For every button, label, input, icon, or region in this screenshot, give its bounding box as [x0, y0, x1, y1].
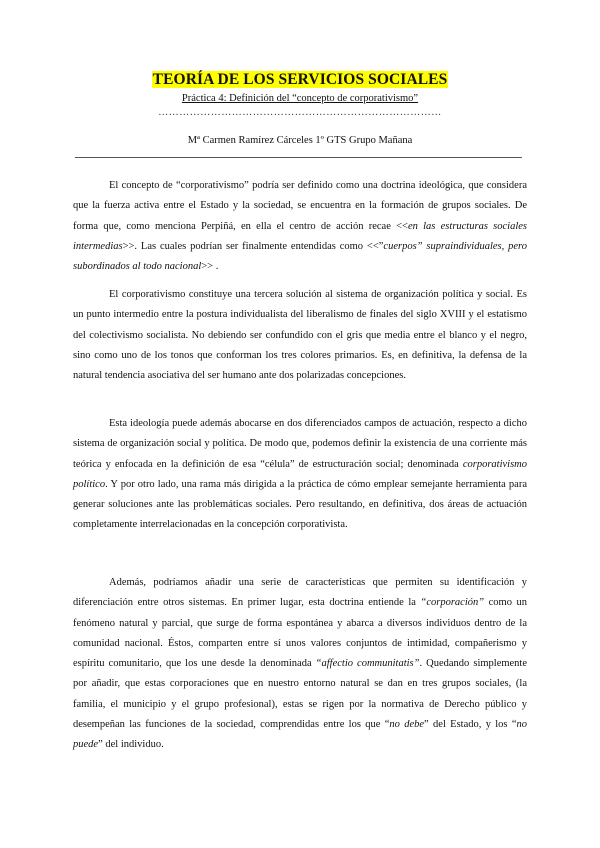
- paragraph-4-text-5: ” del individuo.: [98, 739, 164, 751]
- title-text: TEORÍA DE LOS SERVICIOS SOCIALES: [152, 71, 448, 88]
- dotted-separator: ………………………………………………………………………: [158, 107, 442, 118]
- paragraph-2: [73, 285, 527, 386]
- paragraph-1-text: El concepto de “corporativismo” podría ser definido como una doctrina ideológica, que considera que la fuerza activa entre el Estado y la sociedad, se encuentra en la formación de grupos sociales. De forma que, como menciona Perpiñá, en ella el centro de acción recae <<: [73, 180, 527, 232]
- paragraph-4-text-2: como un fenómeno natural y parcial, que surge de forma espontánea y abarca a diversos individuos dentro de la comunidad nacional. Éstos, comparten entre sí unos valores conjuntos de intimidad, compañerismo y espíritu comunitario, que los une desde la denominada: [73, 597, 528, 670]
- horizontal-rule: [75, 157, 522, 158]
- paragraph-1-text-3: >> .: [201, 261, 219, 273]
- paragraph-2-text: El corporativismo constituye una tercera solución al sistema de organización política y social. Es un punto intermedio entre la postura individualista del liberalismo de finales del siglo XVIII y el estatismo del colectivismo socialista. No debiendo ser confundido con el gris que media entre el blanco y el negro, sino como uno de los tonos que conforman los tres colores primarios. Es, en definitiva, la defensa de la natural tendencia asociativa del ser humano ante dos polarizadas concepciones.: [73, 289, 527, 382]
- paragraph-4-text-3: . Quedando simplemente por añadir, que estas corporaciones que en nuestro entorno natural se dan en tres grupos sociales, (la familia, el municipio y el grupo profesional), estas se rigen por la normativa de Derecho público y desempeñan las funciones de la sociedad, comprendidas entre los que “: [73, 658, 528, 731]
- document-subtitle: Práctica 4: Definición del “concepto de corporativismo”: [181, 93, 419, 104]
- paragraph-4-term-corporacion: “corporación”: [420, 597, 485, 609]
- paragraph-4-term-no-puede: no puede: [73, 719, 528, 751]
- paragraph-3-term: corporativismo político: [73, 458, 527, 490]
- paragraph-3-text: Esta ideología puede además abocarse en dos diferenciados campos de actuación, respecto a dicho sistema de organización social y política. De modo que, podemos definir la existencia de una corriente más teórica y enfocada en la definición de esa “célula” de estructuración social; denominada: [73, 418, 527, 470]
- paragraph-1-text-2: >>. Las cuales podrían ser finalmente entendidas como <<”: [122, 240, 384, 252]
- paragraph-4: [73, 573, 527, 756]
- author-line: Mª Carmen Ramírez Cárceles 1º GTS Grupo Mañana: [187, 135, 413, 146]
- paragraph-4-term-no-debe: no debe: [389, 719, 425, 731]
- paragraph-4-term-affectio: “affectio communitatis”: [315, 658, 420, 670]
- paragraph-1: [73, 176, 527, 277]
- paragraph-1-quote-1: en las estructuras sociales intermedias: [73, 220, 527, 252]
- paragraph-4-text-4: ” del Estado, y los “: [424, 719, 517, 731]
- document-title: [0, 71, 600, 89]
- paragraph-4-text: Además, podríamos añadir una serie de características que permiten su identificación y diferenciación entre otros sistemas. En primer lugar, esta doctrina entiende la: [73, 577, 527, 609]
- paragraph-3-text-2: . Y por otro lado, una rama más dirigida a la práctica de cómo emplear semejante herramienta para generar soluciones ante las problemáticas sociales. Pero resultando, en definitiva, dos áreas de actuación completamente interrelacionadas en la concepción corporativista.: [73, 478, 527, 531]
- paragraph-1-quote-2: cuerpos” supraindividuales, pero subordinados al todo nacional: [73, 240, 527, 273]
- paragraph-3: [73, 414, 527, 536]
